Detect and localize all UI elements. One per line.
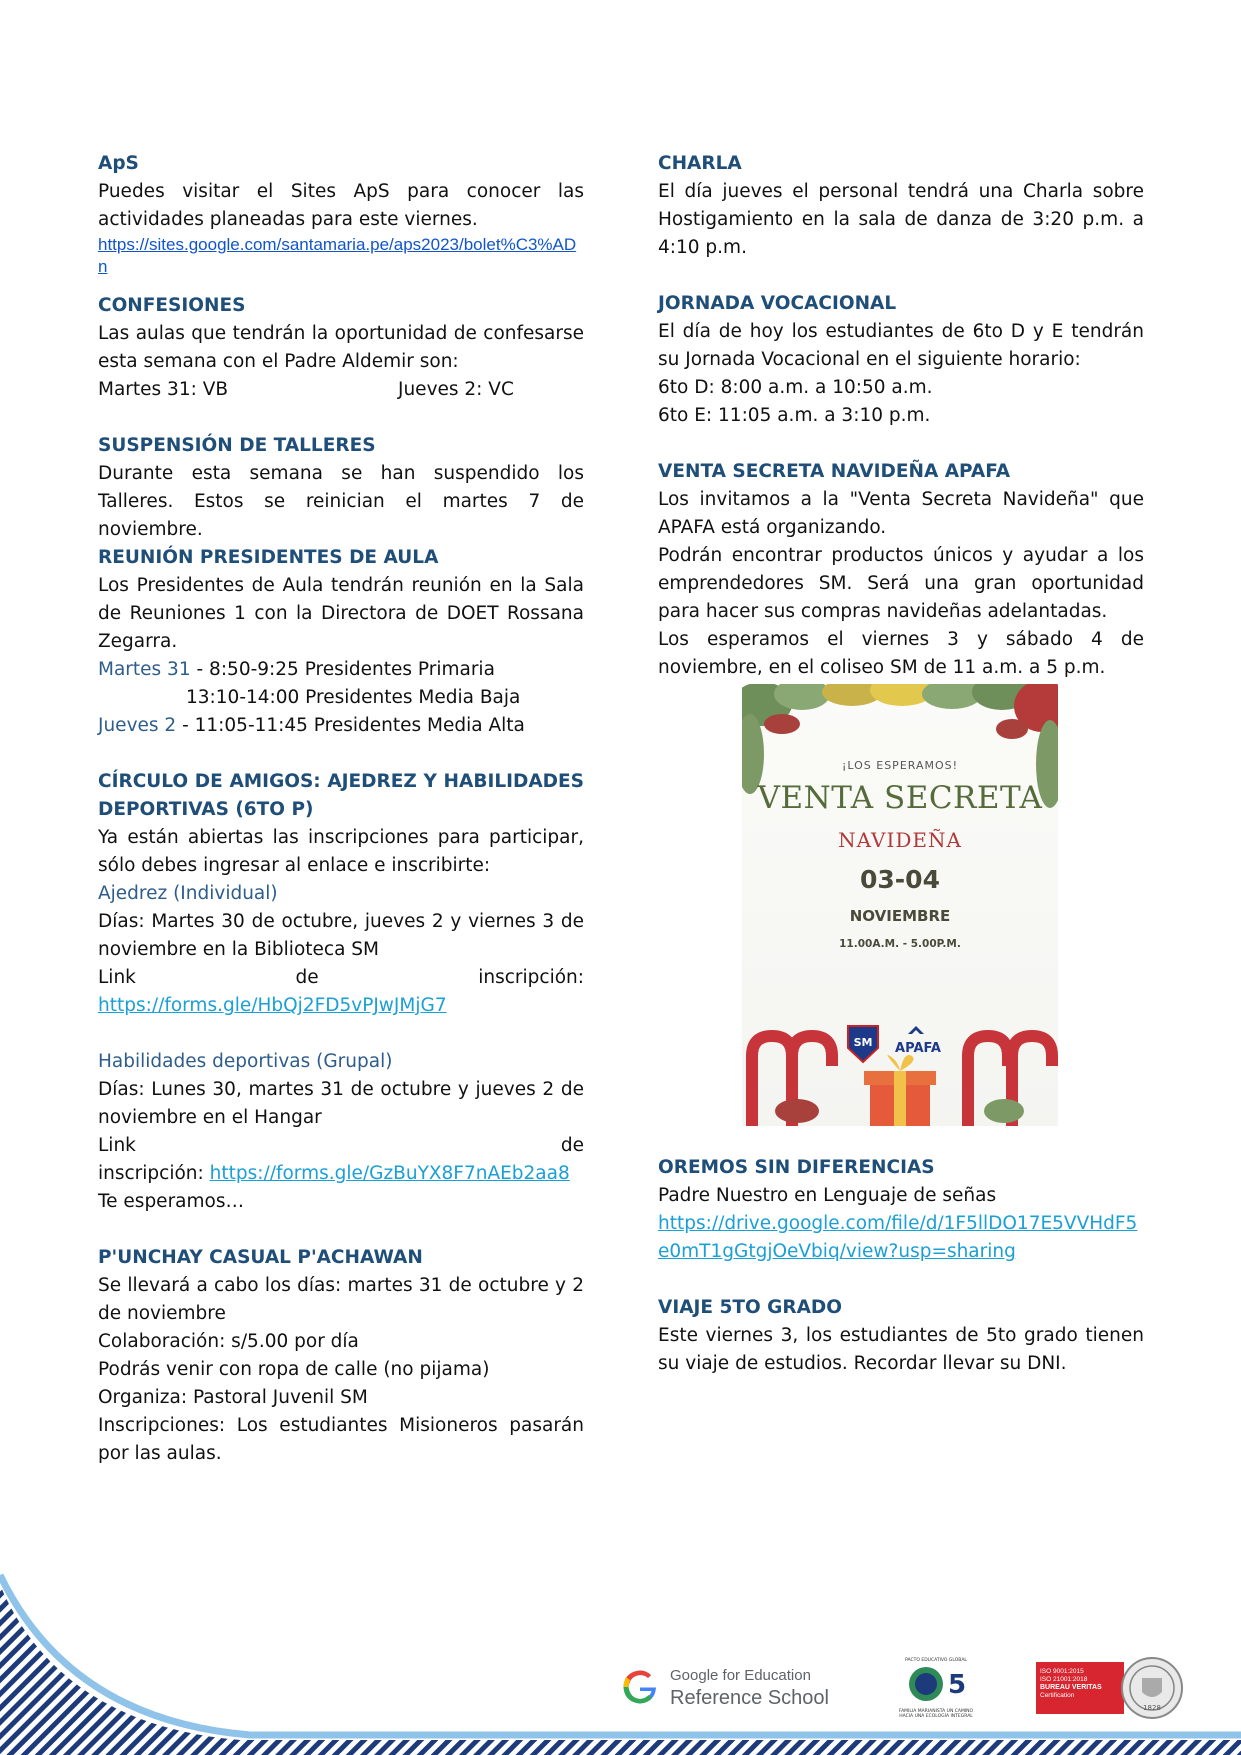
spacer: [98, 278, 584, 292]
de-word: de: [295, 967, 319, 988]
poster-title2: NAVIDEÑA: [838, 828, 962, 852]
pe-top-text: PACTO EDUCATIVO GLOBAL: [905, 1658, 967, 1663]
link-word: Link: [98, 967, 136, 988]
jornada-text: El día de hoy los estudiantes de 6to D y E tendrán su Jornada Vocacional en el siguiente horario:: [658, 321, 1144, 370]
bv-year: 1828: [1143, 1704, 1161, 1712]
iso-line3: BUREAU VERITAS: [1040, 1684, 1102, 1691]
habilidades-label: Habilidades deportivas (Grupal): [98, 1051, 393, 1072]
aps-title: ApS: [98, 153, 139, 174]
footer-wave-decoration: [0, 1535, 1241, 1755]
jornada-title: JORNADA VOCACIONAL: [658, 293, 897, 314]
ajedrez-link[interactable]: https://forms.gle/HbQj2FD5vPJwJMjG7: [98, 995, 447, 1016]
spacer: [658, 1126, 1144, 1154]
confesiones-title: CONFESIONES: [98, 295, 246, 316]
poster-top-text: ¡LOS ESPERAMOS!: [841, 759, 959, 772]
bureau-veritas-seal-icon: [1120, 1656, 1184, 1720]
ajedrez-link-label: [98, 964, 584, 992]
right-column: [658, 150, 1144, 1378]
reunion-day1: [98, 656, 584, 684]
spacer: [98, 740, 584, 768]
confesiones-col1: Martes 31: VB: [98, 379, 229, 400]
venta-title: VENTA SECRETA NAVIDEÑA APAFA: [658, 461, 1011, 482]
inscripcion-word: inscripción:: [478, 967, 584, 988]
venta-poster: [742, 684, 1058, 1126]
oremos-link[interactable]: https://drive.google.com/file/d/1F5llDO17E5VVHdF5e0mT1gGtgjOeVbiq/view?usp=sharing: [658, 1213, 1138, 1262]
punchay-title: P'UNCHAY CASUAL P'ACHAWAN: [98, 1247, 423, 1268]
habilidades-link-label: [98, 1132, 584, 1160]
spacer: [98, 1216, 584, 1244]
punchay-line5: Inscripciones: Los estudiantes Misioneros pasarán por las aulas.: [98, 1415, 584, 1464]
candy-gift-decoration: [742, 1016, 1058, 1126]
de-word: de: [560, 1135, 584, 1156]
reunion-day1-line2: 13:10-14:00 Presidentes Media Baja: [186, 687, 521, 708]
confesiones-text: Las aulas que tendrán la oportunidad de confesarse esta semana con el Padre Aldemir son:: [98, 323, 584, 372]
reunion-day2-label: Jueves 2: [98, 715, 177, 736]
viaje-title: VIAJE 5TO GRADO: [658, 1297, 842, 1318]
sm-logo-text: SM: [853, 1036, 873, 1049]
reunion-day1-label: Martes 31: [98, 659, 191, 680]
spacer: [98, 1020, 584, 1048]
confesiones-schedule: [98, 376, 584, 404]
punchay-line1: Se llevará a cabo los días: martes 31 de octubre y 2 de noviembre: [98, 1275, 584, 1324]
aps-link[interactable]: https://sites.google.com/santamaria.pe/aps2023/bolet%C3%ADn: [98, 235, 577, 276]
oremos-title: OREMOS SIN DIFERENCIAS: [658, 1157, 935, 1178]
google-for-education-logo: [620, 1665, 829, 1709]
jornada-line1: 6to D: 8:00 a.m. a 10:50 a.m.: [658, 377, 933, 398]
pacto-educativo-logo: [896, 1658, 976, 1718]
globe-icon: [896, 1663, 976, 1705]
iso-line2: ISO 21001:2018: [1040, 1676, 1088, 1683]
habilidades-link[interactable]: https://forms.gle/GzBuYX8F7nAEb2aa8: [209, 1163, 570, 1184]
suspension-text: Durante esta semana se han suspendido los Talleres. Estos se reinician el martes 7 de noviembre.: [98, 463, 584, 540]
punchay-line2: Colaboración: s/5.00 por día: [98, 1331, 359, 1352]
suspension-title: SUSPENSIÓN DE TALLERES: [98, 435, 376, 456]
circulo-closing: Te esperamos…: [98, 1191, 244, 1212]
spacer: [658, 1266, 1144, 1294]
habilidades-link-line: [98, 1160, 584, 1188]
ajedrez-label: Ajedrez (Individual): [98, 883, 278, 904]
inscripcion-word: inscripción:: [98, 1163, 210, 1184]
iso-certification-badge: [1036, 1662, 1124, 1714]
reunion-title: REUNIÓN PRESIDENTES DE AULA: [98, 547, 439, 568]
google-line2: Reference School: [670, 1687, 829, 1709]
ajedrez-days: Días: Martes 30 de octubre, jueves 2 y viernes 3 de noviembre en la Biblioteca SM: [98, 911, 584, 960]
poster-hours: 11.00A.M. - 5.00P.M.: [839, 938, 961, 950]
spacer: [98, 404, 584, 432]
circulo-text: Ya están abiertas las inscripciones para participar, sólo debes ingresar al enlace e inscribirte:: [98, 827, 584, 876]
jornada-line2: 6to E: 11:05 a.m. a 3:10 p.m.: [658, 405, 931, 426]
circulo-title: CÍRCULO DE AMIGOS: AJEDREZ Y HABILIDADES DEPORTIVAS (6TO P): [98, 771, 584, 820]
pe-bottom-text: FAMILIA MARIANISTA UN CAMINO HACIA UNA ECOLOGÍA INTEGRAL: [898, 1709, 974, 1719]
spacer: [658, 430, 1144, 458]
habilidades-days: Días: Lunes 30, martes 31 de octubre y jueves 2 de noviembre en el Hangar: [98, 1079, 584, 1128]
punchay-line4: Organiza: Pastoral Juvenil SM: [98, 1387, 368, 1408]
svg-text:5: 5: [948, 1670, 967, 1700]
reunion-day2: [98, 712, 584, 740]
apafa-logo-text: APAFA: [895, 1041, 941, 1056]
charla-title: CHARLA: [658, 153, 742, 174]
venta-p3: Los esperamos el viernes 3 y sábado 4 de noviembre, en el coliseo SM de 11 a.m. a 5 p.m.: [658, 629, 1144, 678]
poster-dates: 03-04: [860, 865, 940, 894]
charla-text: El día jueves el personal tendrá una Charla sobre Hostigamiento en la sala de danza de 3:20 p.m. a 4:10 p.m.: [658, 181, 1144, 258]
venta-p2: Podrán encontrar productos únicos y ayudar a los emprendedores SM. Será una gran oportunidad para hacer sus compras navideñas adelantadas.: [658, 545, 1144, 622]
punchay-line3: Podrás venir con ropa de calle (no pijama): [98, 1359, 490, 1380]
google-line1: Google for Education: [670, 1667, 811, 1684]
poster-month: NOVIEMBRE: [849, 907, 951, 925]
poster-title1: VENTA SECRETA: [757, 780, 1043, 816]
left-column: [98, 150, 584, 1468]
iso-line4: Certification: [1040, 1692, 1075, 1699]
viaje-text: Este viernes 3, los estudiantes de 5to grado tienen su viaje de estudios. Recordar llevar su DNI.: [658, 1325, 1144, 1374]
google-g-icon: [620, 1667, 660, 1707]
reunion-text: Los Presidentes de Aula tendrán reunión en la Sala de Reuniones 1 con la Directora de DOET Rossana Zegarra.: [98, 575, 584, 652]
confesiones-col2: Jueves 2: VC: [398, 379, 514, 400]
reunion-day2-line: - 11:05-11:45 Presidentes Media Alta: [176, 715, 525, 736]
oremos-text: Padre Nuestro en Lenguaje de señas: [658, 1185, 997, 1206]
spacer: [658, 262, 1144, 290]
aps-text: Puedes visitar el Sites ApS para conocer las actividades planeadas para este viernes.: [98, 181, 584, 230]
iso-line1: ISO 9001:2015: [1040, 1668, 1084, 1675]
venta-p1: Los invitamos a la "Venta Secreta Navideña" que APAFA está organizando.: [658, 489, 1144, 538]
reunion-day1-line1: - 8:50-9:25 Presidentes Primaria: [190, 659, 495, 680]
google-text: [670, 1665, 829, 1709]
link-word: Link: [98, 1135, 136, 1156]
